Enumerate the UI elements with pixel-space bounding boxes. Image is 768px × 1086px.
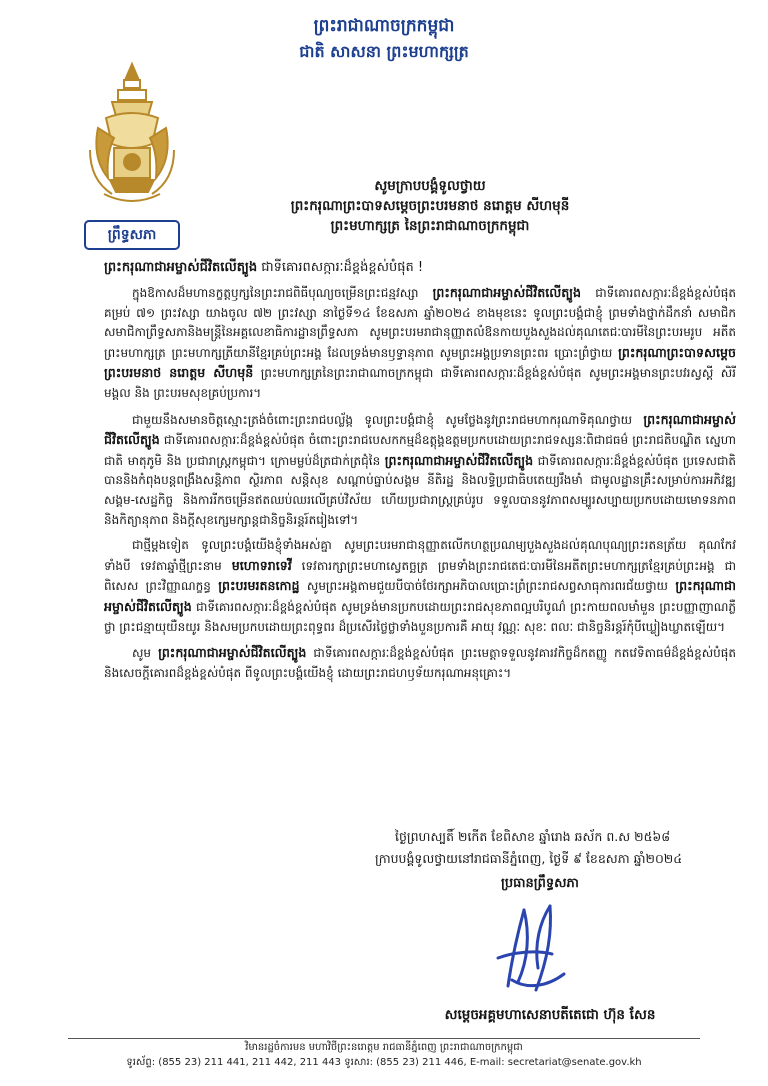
letter-body [104, 283, 736, 689]
paragraph-3 [104, 536, 736, 637]
salutation-rest: ជាទីគោរពសក្ការៈដ៏ខ្ពង់ខ្ពស់បំផុត ! [257, 260, 424, 275]
p4-c: ជាទីគោរពសក្ការៈដ៏ខ្ពង់ខ្ពស់បំផុត ព្រះមេត្តាទទួលនូវគារវកិច្ចដ៏កតញ្ញូ កតវេទិតាធម៌ដ៏ខ្ពង់ខ្ពស់បំផុត និងសេចក្តីគោរពដ៏ខ្ពង់ខ្ពស់បំផុត ពីទូលព្រះបង្គំយើងខ្ញុំ ដោយព្រះរាជហឫទ័យករុណាអនុគ្រោះ។ [104, 646, 737, 680]
salutation-bold: ព្រះករុណាជាអម្ចាស់ជីវិតលើត្បូង [104, 260, 258, 275]
address-line-3: ព្រះមហាក្សត្រ នៃព្រះរាជាណាចក្រកម្ពុជា [330, 218, 530, 234]
senate-label: ព្រឹទ្ធសភា [84, 220, 180, 250]
signer-title: ប្រធានព្រឹទ្ធសភា [501, 876, 579, 891]
p1-b: ព្រះករុណាជាអម្ចាស់ជីវិតលើត្បូង [432, 285, 581, 300]
footer-divider [68, 1038, 700, 1039]
p3-a: ជាថ្មីម្តងទៀត ទូលព្រះបង្គំយើងខ្ញុំទាំងអស់គ្នា សូមព្រះបរមរាជានុញ្ញាតលើកហត្ថប្រណម្យបួងសួងដល់គុណបុណ្យព្រះរតនត្រ័យ គុណកែវទាំងបី ទេវតាឆ្នាំថ្មីព្រះនាម [104, 538, 736, 573]
p2-e: ជាទីគោរពសក្ការៈដ៏ខ្ពង់ខ្ពស់បំផុត ប្រទេសជាតិបាននិងកំពុងបន្តពង្រឹងសន្តិភាព ស្ថិរភាព សន្តិសុខ សណ្តាប់ធ្នាប់សង្គម នីតិរដ្ឋ និងលទ្ធិប្រជាធិបតេយ្យរឹងមាំ ជាមូលដ្ឋានគ្រឹះសម្រាប់ការអភិវឌ្ឍសង្គម-សេដ្ឋកិច្ច និងការរីកចម្រើនឥតឈប់ឈរលើគ្រប់វិស័យ ហើយប្រជារាស្ត្រគ្រប់រូប ទទួលបាននូវភាពសម្បូរសប្បាយប្រកបដោយមោទនភាព និងកិត្យានុភាព និងក្តីសុខក្សេមក្សាន្តជានិច្ចនិរន្តរ៍តរៀងទៅ។ [104, 453, 736, 527]
paragraph-1 [104, 283, 736, 404]
signature-icon [478, 898, 578, 1002]
p1-a: ក្នុងឱកាសដ៏មហានក្ខត្តឫក្សនៃព្រះរាជពិធីបុណ្យចម្រើនព្រះជន្មវស្សា [132, 286, 433, 300]
salutation [104, 258, 744, 278]
kingdom-name: ព្រះរាជាណាចក្រកម្ពុជា [313, 16, 455, 36]
place-and-date: ក្រាបបង្គំទូលថ្វាយនៅរាជធានីភ្នំពេញ, ថ្ងៃទី ៩ ខែឧសភា ឆ្នាំ២០២៤ [375, 851, 683, 866]
footer [68, 1040, 700, 1070]
national-motto: ជាតិ សាសនា ព្រះមហាក្សត្រ [299, 42, 469, 61]
p2-b: ព្រះករុណាជាអម្ចាស់ជីវិតលើត្បូង [104, 411, 736, 448]
footer-contacts: ទូរស័ព្ទ: (855 23) 211 441, 211 442, 211 443 ទូរសារ: (855 23) 211 446, E-mail: secretariat@senate.gov.kh [126, 1057, 642, 1068]
p3-g: ជាទីគោរពសក្ការៈដ៏ខ្ពង់ខ្ពស់បំផុត សូមទ្រង់មានប្រកបដោយព្រះរាជសុខភាពល្អបរិបូណ៌ ព្រះកាយពលមាំមួន ព្រះបញ្ញាញាណភ្លឺថ្លា ព្រះជន្មាយុយឺនយូរ និងសមប្រកបដោយព្រះពុទ្ធពរ ដ៏ប្រសើរថ្លៃថ្លាទាំងបួនប្រការគឺ អាយុ វណ្ណៈ សុខៈ ពលៈ ជានិច្ចនិរន្តរ៍កុំបីឃ្លៀងឃ្លាតឡើយ។ [104, 599, 736, 634]
p3-d: ព្រះបរមរតនកោដ្ឋ [218, 578, 300, 594]
p3-e: សូមព្រះអង្គតាមជួយបីបាច់ថែរក្សាអភិបាលប្រោះព្រំព្រះរាជសព្វសាធុការពរជ័យថ្វាយ [299, 579, 676, 594]
p3-c: ទេវតារក្សាព្រះមហាស្វេតច្ឆត្រ ព្រមទាំងព្រះរាជតេជៈបារមីនៃអតីតព្រះមហាក្សត្រខ្មែរគ្រប់ព្រះអង្គ ជាពិសេស ព្រះវិញ្ញាណក្ខន្ធ [104, 558, 737, 594]
address-line-1: សូមក្រាបបង្គំទូលថ្វាយ [374, 178, 486, 194]
p1-c: ជាទីគោរពសក្ការៈដ៏ខ្ពង់ខ្ពស់បំផុត គម្រប់ ៧១ ព្រះវស្សា យាងចូល ៧២ ព្រះវស្សា នាថ្ងៃទី១៤ ខែឧសភា ឆ្នាំ២០២៤ ខាងមុខនេះ ទូលព្រះបង្គំជាខ្ញុំ ព្រមទាំងថ្នាក់ដឹកនាំ សមាជិក សមាជិកាព្រឹទ្ធសភានិងមន្ត្រីនៃអគ្គលេខាធិការដ្ឋានព្រឹទ្ធសភា សូមព្រះបរមរាជានុញ្ញាតលំឱនកាយបួងសួងដល់គុណតេជៈបារមីនៃព្រះបរមរូប អតីតព្រះមហាក្សត្រ ព្រះមហាក្សត្រីយានីខ្មែរគ្រប់ព្រះអង្គ ដែលទ្រង់មានឫទ្ធានុភាព សូមព្រះអង្គប្រទានព្រះពរ ប្រោះព្រំថ្វាយ [104, 286, 736, 360]
paragraph-2 [104, 410, 736, 531]
p4-b: ព្រះករុណាជាអម្ចាស់ជីវិតលើត្បូង [158, 645, 307, 661]
address-line-2: ព្រះករុណាព្រះបាទសម្តេចព្រះបរមនាថ នរោត្តម សីហមុនី [290, 198, 570, 214]
senate-emblem-icon [84, 58, 180, 216]
p2-a: ជាមួយនឹងសមានចិត្តស្មោះត្រង់ចំពោះព្រះរាជបល្ល័ង្ក ទូលព្រះបង្គំជាខ្ញុំ សូមថ្លែងនូវព្រះរាជមហាករុណាទិគុណថ្វាយ [132, 412, 644, 427]
p2-c: ជាទីគោរពសក្ការៈដ៏ខ្ពង់ខ្ពស់បំផុត ចំពោះព្រះរាជបេសកកម្មដ៏ឧត្តុង្គឧត្តមប្រកបដោយព្រះរាជទស្សនៈពិជាជធម៌ ព្រះរាជតិបណ្ឌិត ស្នេហាជាតិ មាតុភូមិ និង ប្រជារាស្ត្រកម្ពុជា។ ក្រោមម្លប់ដ៏ត្រជាក់ត្រជុំនៃ [104, 433, 736, 468]
p1-d: ព្រះករុណាព្រះបាទសម្តេចព្រះបរមនាថ នរោត្តម សីហមុនី [104, 344, 736, 381]
dateline [375, 826, 755, 870]
footer-address: វិមានរដ្ឋចំការមន មហាវិថីព្រះនរោត្តម រាជធានីភ្នំពេញ ព្រះរាជាណាចក្រកម្ពុជា [245, 1042, 523, 1053]
p3-f: ព្រះករុណាជាអម្ចាស់ជីវិតលើត្បូង [104, 578, 736, 614]
p3-b: មហោទរាទេវី [231, 557, 292, 573]
p2-d: ព្រះករុណាជាអម្ចាស់ជីវិតលើត្បូង [384, 452, 534, 468]
signer-name: សម្តេចអគ្គមហាសេនាបតីតេជោ ហ៊ុន សែន [444, 1007, 656, 1023]
kingdom-heading [250, 14, 518, 64]
address-block [175, 176, 685, 236]
p1-e: ព្រះមហាក្សត្រនៃព្រះរាជាណាចក្រកម្ពុជា ជាទីគោរពសក្ការៈដ៏ខ្ពង់ខ្ពស់បំផុត សូមព្រះអង្គមានព្រះបវរស្វស្តី សិរីមង្គល និង ព្រះបរមសុខគ្រប់ប្រការ។ [104, 366, 736, 400]
paragraph-4 [104, 643, 736, 683]
lunar-date: ថ្ងៃព្រហស្បតិ៍ ២កើត ខែពិសាខ ឆ្នាំរោង ឆស័ក ព.ស ២៥៦៨ [395, 829, 671, 844]
p4-a: សូម [132, 646, 159, 661]
